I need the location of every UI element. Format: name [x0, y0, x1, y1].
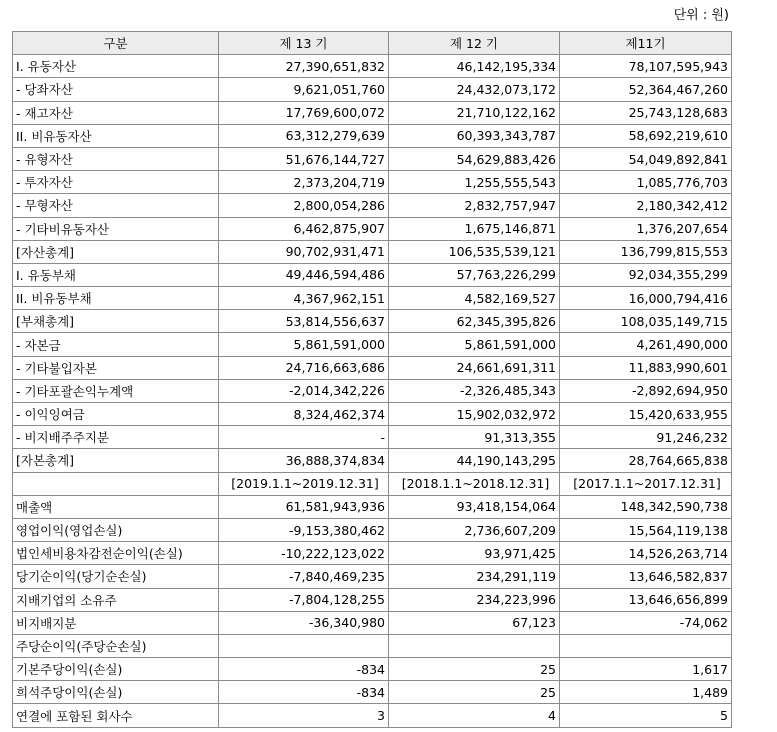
row-value: 2,736,607,209: [389, 518, 560, 541]
row-value: 51,676,144,727: [219, 147, 389, 170]
row-label: 비지배지분: [13, 611, 219, 634]
row-value: -74,062: [560, 611, 732, 634]
row-value: 61,581,943,936: [219, 495, 389, 518]
row-label: 기본주당이익(손실): [13, 658, 219, 681]
period-range: [2019.1.1~2019.12.31]: [219, 472, 389, 495]
row-value: [560, 634, 732, 657]
row-label: - 재고자산: [13, 101, 219, 124]
table-body: [13, 55, 732, 727]
row-value: -834: [219, 681, 389, 704]
row-value: 60,393,343,787: [389, 124, 560, 147]
table-row: [13, 124, 732, 147]
table-row: [13, 147, 732, 170]
row-value: 1,675,146,871: [389, 217, 560, 240]
table-row: [13, 495, 732, 518]
table-row: [13, 426, 732, 449]
row-label: II. 비유동부채: [13, 287, 219, 310]
row-value: 148,342,590,738: [560, 495, 732, 518]
row-value: 54,629,883,426: [389, 147, 560, 170]
row-value: 6,462,875,907: [219, 217, 389, 240]
row-value: 1,489: [560, 681, 732, 704]
row-value: 91,313,355: [389, 426, 560, 449]
row-value: 92,034,355,299: [560, 263, 732, 286]
row-value: 4,261,490,000: [560, 333, 732, 356]
row-label: 당기순이익(당기순손실): [13, 565, 219, 588]
row-value: -2,326,485,343: [389, 379, 560, 402]
row-value: 24,716,663,686: [219, 356, 389, 379]
period-row-blank: [13, 472, 219, 495]
row-label: [부채총계]: [13, 310, 219, 333]
row-value: -2,892,694,950: [560, 379, 732, 402]
table-row: [13, 518, 732, 541]
row-value: 36,888,374,834: [219, 449, 389, 472]
row-value: -: [219, 426, 389, 449]
row-value: 13,646,656,899: [560, 588, 732, 611]
row-value: -2,014,342,226: [219, 379, 389, 402]
row-value: 53,814,556,637: [219, 310, 389, 333]
row-label: - 기타비유동자산: [13, 217, 219, 240]
row-value: 24,661,691,311: [389, 356, 560, 379]
table-row: [13, 55, 732, 78]
row-value: [389, 634, 560, 657]
row-label: II. 비유동자산: [13, 124, 219, 147]
table-row: [13, 240, 732, 263]
row-value: 21,710,122,162: [389, 101, 560, 124]
row-value: 1,376,207,654: [560, 217, 732, 240]
unit-label: 단위 : 원): [673, 8, 729, 23]
row-value: 44,190,143,295: [389, 449, 560, 472]
table-row: [13, 611, 732, 634]
table-row: [13, 403, 732, 426]
table-row: [13, 542, 732, 565]
table-row: [13, 310, 732, 333]
row-value: 15,564,119,138: [560, 518, 732, 541]
row-value: 1,617: [560, 658, 732, 681]
row-value: -10,222,123,022: [219, 542, 389, 565]
table-row: [13, 634, 732, 657]
row-label: - 당좌자산: [13, 78, 219, 101]
row-value: 3: [219, 704, 389, 727]
row-value: 54,049,892,841: [560, 147, 732, 170]
row-value: 234,223,996: [389, 588, 560, 611]
period-row: [13, 472, 732, 495]
row-label: 희석주당이익(손실): [13, 681, 219, 704]
row-value: 2,373,204,719: [219, 171, 389, 194]
row-value: 5,861,591,000: [389, 333, 560, 356]
row-label: - 투자자산: [13, 171, 219, 194]
financial-summary-table: [12, 31, 732, 728]
row-value: 15,902,032,972: [389, 403, 560, 426]
row-label: - 기타불입자본: [13, 356, 219, 379]
row-value: 106,535,539,121: [389, 240, 560, 263]
row-label: - 이익잉여금: [13, 403, 219, 426]
row-label: - 비지배주주지분: [13, 426, 219, 449]
table-row: [13, 704, 732, 727]
row-value: 13,646,582,837: [560, 565, 732, 588]
row-value: 93,418,154,064: [389, 495, 560, 518]
row-value: 91,246,232: [560, 426, 732, 449]
header-period-13: 제 13 기: [219, 32, 389, 55]
table-row: [13, 171, 732, 194]
row-value: 57,763,226,299: [389, 263, 560, 286]
row-value: 234,291,119: [389, 565, 560, 588]
row-value: 25: [389, 658, 560, 681]
row-value: -9,153,380,462: [219, 518, 389, 541]
table-row: [13, 449, 732, 472]
row-value: 16,000,794,416: [560, 287, 732, 310]
row-value: 4,582,169,527: [389, 287, 560, 310]
row-value: 2,800,054,286: [219, 194, 389, 217]
row-value: 2,832,757,947: [389, 194, 560, 217]
table-row: [13, 356, 732, 379]
table-row: [13, 217, 732, 240]
row-value: -7,804,128,255: [219, 588, 389, 611]
row-value: -834: [219, 658, 389, 681]
table-row: [13, 658, 732, 681]
row-label: 법인세비용차감전순이익(손실): [13, 542, 219, 565]
row-value: 1,085,776,703: [560, 171, 732, 194]
table-row: [13, 681, 732, 704]
row-label: - 유형자산: [13, 147, 219, 170]
row-value: 14,526,263,714: [560, 542, 732, 565]
row-value: 1,255,555,543: [389, 171, 560, 194]
row-value: 52,364,467,260: [560, 78, 732, 101]
row-value: 5,861,591,000: [219, 333, 389, 356]
table-row: [13, 333, 732, 356]
table-row: [13, 194, 732, 217]
row-value: 4,367,962,151: [219, 287, 389, 310]
header-category: 구분: [13, 32, 219, 55]
row-value: 49,446,594,486: [219, 263, 389, 286]
row-value: 11,883,990,601: [560, 356, 732, 379]
row-value: 90,702,931,471: [219, 240, 389, 263]
row-value: 27,390,651,832: [219, 55, 389, 78]
row-value: 4: [389, 704, 560, 727]
row-value: -7,840,469,235: [219, 565, 389, 588]
row-label: I. 유동부채: [13, 263, 219, 286]
period-range: [2018.1.1~2018.12.31]: [389, 472, 560, 495]
table-row: [13, 565, 732, 588]
row-value: 67,123: [389, 611, 560, 634]
row-value: 28,764,665,838: [560, 449, 732, 472]
row-value: 15,420,633,955: [560, 403, 732, 426]
period-range: [2017.1.1~2017.12.31]: [560, 472, 732, 495]
row-value: 25: [389, 681, 560, 704]
row-label: 매출액: [13, 495, 219, 518]
table-row: [13, 263, 732, 286]
row-label: 주당순이익(주당순손실): [13, 634, 219, 657]
row-value: 63,312,279,639: [219, 124, 389, 147]
row-label: 지배기업의 소유주: [13, 588, 219, 611]
row-value: 5: [560, 704, 732, 727]
row-value: 24,432,073,172: [389, 78, 560, 101]
row-label: 영업이익(영업손실): [13, 518, 219, 541]
table-row: [13, 101, 732, 124]
row-value: 46,142,195,334: [389, 55, 560, 78]
row-value: 17,769,600,072: [219, 101, 389, 124]
row-label: - 무형자산: [13, 194, 219, 217]
row-value: 78,107,595,943: [560, 55, 732, 78]
row-value: 2,180,342,412: [560, 194, 732, 217]
row-label: I. 유동자산: [13, 55, 219, 78]
table-row: [13, 379, 732, 402]
row-value: [219, 634, 389, 657]
row-value: 62,345,395,826: [389, 310, 560, 333]
header-period-11: 제11기: [560, 32, 732, 55]
row-label: 연결에 포함된 회사수: [13, 704, 219, 727]
row-value: 25,743,128,683: [560, 101, 732, 124]
row-label: [자산총계]: [13, 240, 219, 263]
row-value: 9,621,051,760: [219, 78, 389, 101]
row-label: - 기타포괄손익누계액: [13, 379, 219, 402]
row-label: - 자본금: [13, 333, 219, 356]
row-value: 108,035,149,715: [560, 310, 732, 333]
row-value: 8,324,462,374: [219, 403, 389, 426]
table-row: [13, 588, 732, 611]
row-value: 136,799,815,553: [560, 240, 732, 263]
header-row: [13, 32, 732, 55]
row-label: [자본총계]: [13, 449, 219, 472]
row-value: -36,340,980: [219, 611, 389, 634]
row-value: 93,971,425: [389, 542, 560, 565]
table-row: [13, 287, 732, 310]
header-period-12: 제 12 기: [389, 32, 560, 55]
row-value: 58,692,219,610: [560, 124, 732, 147]
table-row: [13, 78, 732, 101]
